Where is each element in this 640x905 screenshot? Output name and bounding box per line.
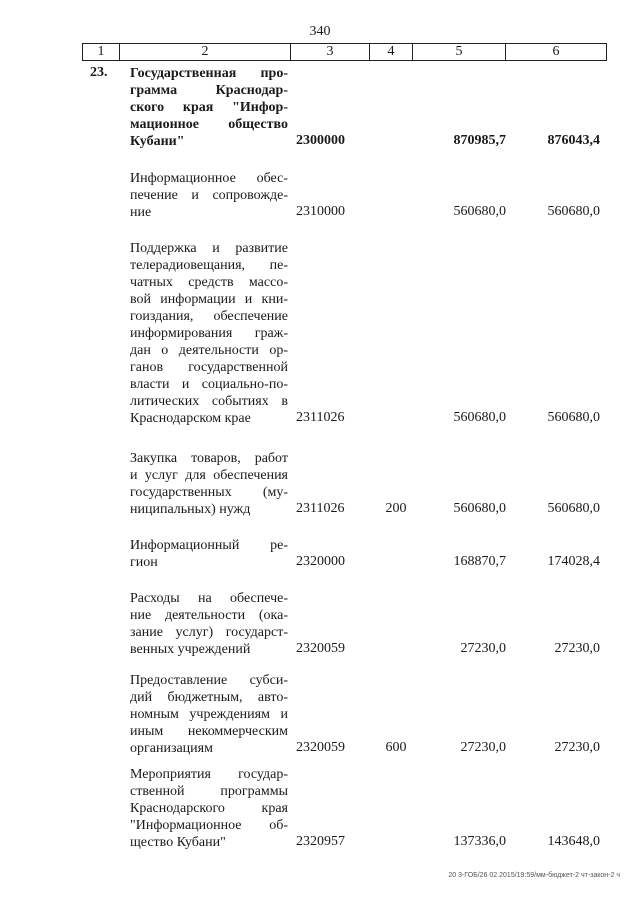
row-code: 2320059 [296, 641, 345, 656]
row-code: 2320059 [296, 740, 345, 755]
row-value-col6: 143648,0 [547, 834, 600, 849]
row-name-line: ского края "Инфор- [130, 100, 288, 115]
row-code: 2300000 [296, 133, 345, 148]
row-name-line: иным некоммерческим [130, 724, 288, 739]
row-name-line: и услуг для обеспечения [130, 468, 288, 483]
row-name-line: грамма Краснодар- [130, 83, 288, 98]
row-expense-type: 600 [385, 740, 407, 755]
row-value-col5: 137336,0 [453, 834, 506, 849]
row-value-col6: 560680,0 [547, 410, 600, 425]
row-name [130, 170, 288, 221]
row-name-line: мационное общество [130, 117, 288, 132]
column-header-row [82, 43, 607, 61]
row-name [130, 766, 288, 851]
row-name-line: Предоставление субси- [130, 673, 288, 688]
row-code: 2311026 [296, 501, 345, 516]
col-header-6: 6 [506, 44, 607, 61]
page-number: 340 [309, 24, 331, 39]
row-name-line: номным учреждениям и [130, 707, 288, 722]
row-name-line: Расходы на обеспече- [130, 591, 288, 606]
col-header-1: 1 [83, 44, 120, 61]
row-name-line: зание услуг) государст- [130, 625, 288, 640]
row-code: 2311026 [296, 410, 345, 425]
row-name-line: Мероприятия государ- [130, 767, 288, 782]
row-name-line: Поддержка и развитие [130, 241, 288, 256]
col-header-2: 2 [120, 44, 291, 61]
row-name-line: ганов государственной [130, 360, 288, 375]
row-name-line: литических событиях в [130, 394, 288, 409]
row-value-col5: 560680,0 [453, 410, 506, 425]
row-name [130, 450, 288, 518]
row-name-line: "Информационное об- [130, 818, 288, 833]
row-name-line: ственной программы [130, 784, 288, 799]
row-name [130, 65, 288, 150]
row-value-col6: 27230,0 [554, 641, 600, 656]
row-name-line: ние деятельности (ока- [130, 608, 288, 623]
row-name [130, 537, 288, 571]
row-name-line: гион [130, 555, 158, 570]
row-name [130, 240, 288, 427]
row-name-line: государственных (му- [130, 485, 288, 500]
footer-file-stamp: 20 3-ГОБ/26 02.2015/19:59/мм-бюджет-2 чт-закон-2 ч [448, 872, 620, 879]
row-value-col5: 168870,7 [453, 554, 506, 569]
row-name-line: Информационное обес- [130, 171, 288, 186]
row-name-line: Кубани" [130, 134, 185, 149]
row-value-col6: 27230,0 [554, 740, 600, 755]
row-number: 23. [90, 65, 108, 80]
row-name-line: ниципальных) нужд [130, 502, 251, 517]
row-name-line: вой информации и кни- [130, 292, 288, 307]
row-name-line: щество Кубани" [130, 835, 226, 850]
row-name-line: венных учреждений [130, 642, 251, 657]
row-value-col6: 560680,0 [547, 501, 600, 516]
row-name-line: Государственная про- [130, 66, 288, 81]
col-header-3: 3 [291, 44, 370, 61]
row-code: 2320957 [296, 834, 345, 849]
row-value-col5: 560680,0 [453, 501, 506, 516]
row-value-col5: 560680,0 [453, 204, 506, 219]
row-name-line: дий бюджетным, авто- [130, 690, 288, 705]
row-name-line: печение и сопровожде- [130, 188, 288, 203]
row-expense-type: 200 [385, 501, 407, 516]
row-name-line: телерадиовещания, пе- [130, 258, 288, 273]
row-name-line: гоиздания, обеспечение [130, 309, 288, 324]
row-name-line: организациям [130, 741, 213, 756]
row-name-line: власти и социально-по- [130, 377, 288, 392]
row-value-col5: 27230,0 [460, 740, 506, 755]
row-value-col6: 560680,0 [547, 204, 600, 219]
col-header-4: 4 [370, 44, 413, 61]
row-name [130, 590, 288, 658]
row-value-col6: 876043,4 [547, 133, 600, 148]
row-name-line: Краснодарского края [130, 801, 288, 816]
row-name-line: Информационный ре- [130, 538, 288, 553]
row-name-line: информирования граж- [130, 326, 288, 341]
row-name-line: чатных средств массо- [130, 275, 288, 290]
row-name [130, 672, 288, 757]
row-name-line: Краснодарском крае [130, 411, 251, 426]
row-value-col6: 174028,4 [547, 554, 600, 569]
row-value-col5: 870985,7 [453, 133, 506, 148]
row-name-line: ние [130, 205, 152, 220]
row-value-col5: 27230,0 [460, 641, 506, 656]
row-code: 2310000 [296, 204, 345, 219]
row-name-line: дан о деятельности ор- [130, 343, 288, 358]
row-code: 2320000 [296, 554, 345, 569]
col-header-5: 5 [413, 44, 506, 61]
row-name-line: Закупка товаров, работ [130, 451, 288, 466]
